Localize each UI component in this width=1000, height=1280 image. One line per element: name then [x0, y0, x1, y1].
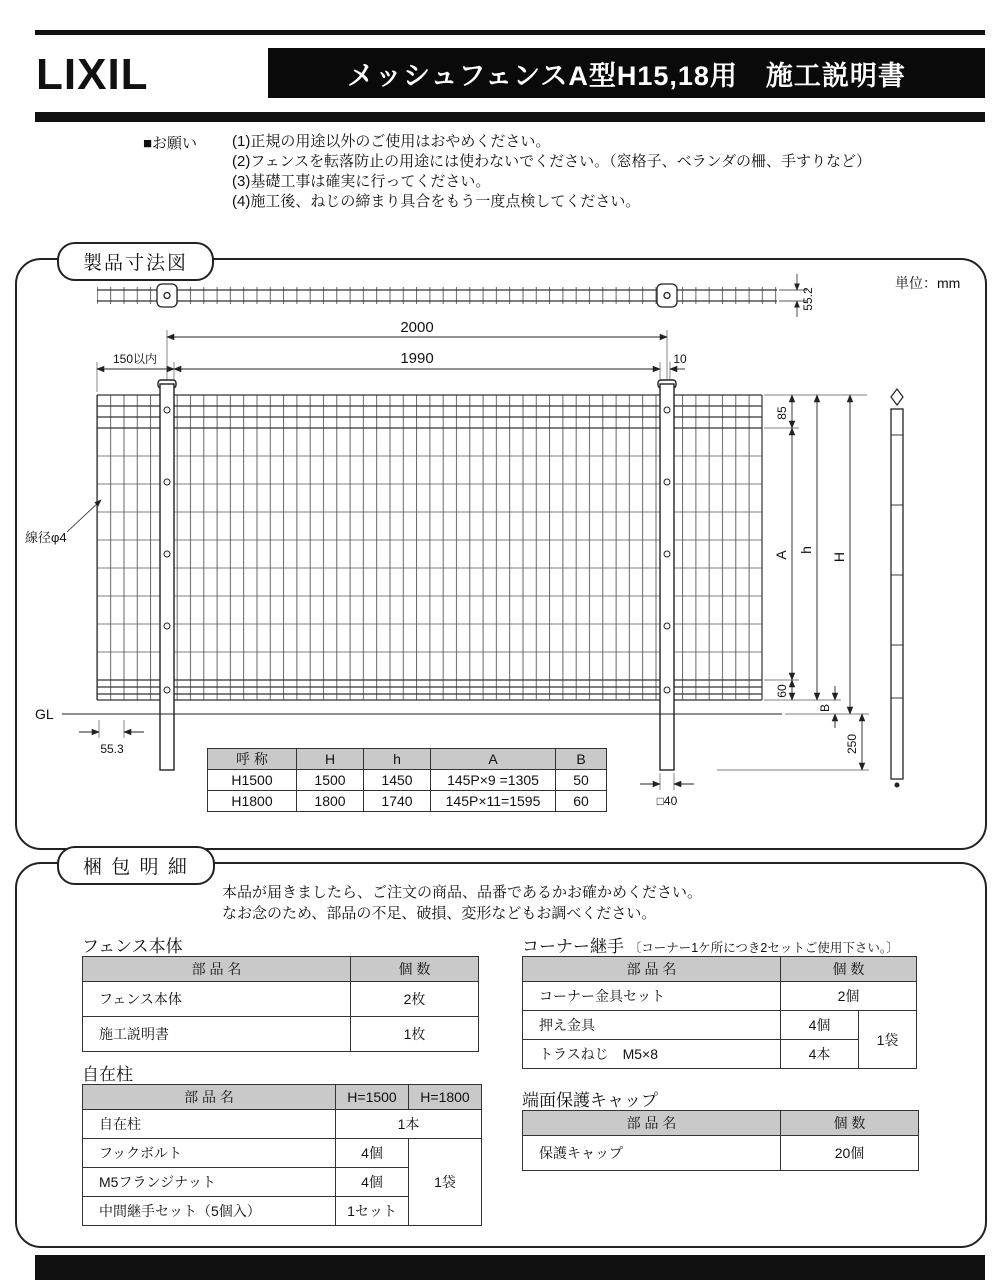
- cell: 145P×11=1595: [431, 791, 556, 812]
- col-header: 部 品 名: [83, 1085, 336, 1110]
- cell: フェンス本体: [83, 982, 351, 1017]
- corner-caption-text: コーナー継手: [522, 937, 624, 956]
- cell: 4個: [781, 1011, 859, 1040]
- cell: コーナー金具セット: [523, 982, 781, 1011]
- table-row: [83, 1110, 482, 1139]
- col-header: H: [297, 749, 364, 770]
- dimension-section: [15, 253, 987, 850]
- gl-label: GL: [35, 706, 54, 722]
- col-header: 個 数: [781, 1111, 919, 1136]
- notes-list: [232, 132, 871, 212]
- header-rule: [35, 112, 985, 122]
- col-header: H=1800: [409, 1085, 482, 1110]
- col-header: 部 品 名: [83, 957, 351, 982]
- cell: 145P×9 =1305: [431, 770, 556, 791]
- intro-line: なお念のため、部品の不足、破損、変形などもお調べください。: [222, 905, 657, 922]
- cell: 2個: [781, 982, 917, 1011]
- cell: M5フランジナット: [83, 1168, 336, 1197]
- dim-55-2: 55.2: [801, 287, 815, 311]
- dim-55-3: 55.3: [100, 742, 124, 756]
- dim-60: 60: [775, 684, 789, 698]
- cell: 50: [556, 770, 607, 791]
- note-item: (4)施工後、ねじの締まり具合をもう一度点検してください。: [232, 193, 641, 210]
- dim-85: 85: [775, 406, 789, 420]
- post-side-view: [891, 389, 903, 788]
- cell: 押え金具: [523, 1011, 781, 1040]
- cell: H1800: [208, 791, 297, 812]
- col-header: 個 数: [351, 957, 479, 982]
- lixil-logo: LIXIL: [36, 50, 149, 99]
- table-row: [208, 791, 607, 812]
- cell: 4個: [336, 1168, 409, 1197]
- corner-parts-table: [522, 956, 917, 1069]
- table-row: [523, 1011, 917, 1040]
- dim-1990: 1990: [400, 350, 434, 367]
- cell: 1本: [336, 1110, 482, 1139]
- cell: 4本: [781, 1040, 859, 1069]
- cell: 1800: [297, 791, 364, 812]
- cell: 施工説明書: [83, 1017, 351, 1052]
- cell: 1740: [364, 791, 431, 812]
- col-header: A: [431, 749, 556, 770]
- packing-section-title: 梱 包 明 細: [57, 846, 215, 885]
- col-header: 呼 称: [208, 749, 297, 770]
- dim-10: 10: [673, 352, 687, 366]
- post-table-caption: 自在柱: [82, 1065, 133, 1084]
- table-row: [208, 770, 607, 791]
- fence-parts-table: [82, 956, 479, 1052]
- packing-intro: [222, 882, 702, 924]
- note-item: (1)正規の用途以外のご使用はおやめください。: [232, 133, 551, 150]
- cell: 2枚: [351, 982, 479, 1017]
- dim-250: 250: [845, 733, 859, 755]
- table-row: [83, 1017, 479, 1052]
- dimension-spec-table: [207, 748, 607, 812]
- note-item: (3)基礎工事は確実に行ってください。: [232, 173, 491, 190]
- intro-line: 本品が届きましたら、ご注文の商品、品番であるかお確かめください。: [222, 884, 703, 901]
- dimension-section-title: 製品寸法図: [57, 242, 214, 281]
- table-row: [83, 1139, 482, 1168]
- cell: フックボルト: [83, 1139, 336, 1168]
- cell: H1500: [208, 770, 297, 791]
- dim-150: 150以内: [112, 352, 158, 366]
- col-header: B: [556, 749, 607, 770]
- top-rule: [35, 30, 985, 35]
- cell: 1450: [364, 770, 431, 791]
- cell: 保護キャップ: [523, 1136, 781, 1171]
- col-header: 部 品 名: [523, 1111, 781, 1136]
- dim-40: □40: [656, 794, 678, 808]
- cap-parts-table: [522, 1110, 919, 1171]
- bottom-rule: [35, 1255, 985, 1280]
- cell: 60: [556, 791, 607, 812]
- dim-2000: 2000: [400, 319, 434, 336]
- corner-table-caption: [522, 932, 899, 957]
- dim-h: h: [798, 546, 814, 554]
- page-title-bar: [268, 48, 985, 98]
- packing-section: [15, 857, 987, 1248]
- col-header: H=1500: [336, 1085, 409, 1110]
- cell: 中間継手セット（5個入）: [83, 1197, 336, 1226]
- cap-table-caption: 端面保護キャップ: [522, 1091, 658, 1110]
- col-header: 個 数: [781, 957, 917, 982]
- post-parts-table: [82, 1084, 482, 1226]
- corner-caption-note: 〔コーナー1ケ所につき2セットご使用下さい。〕: [628, 941, 899, 955]
- bag-cell: 1袋: [409, 1139, 482, 1226]
- notes-label: ■お願い: [143, 135, 198, 152]
- table-row: [83, 982, 479, 1017]
- cell: 4個: [336, 1139, 409, 1168]
- table-row: [523, 1040, 917, 1069]
- cell: トラスねじ M5×8: [523, 1040, 781, 1069]
- cell: 自在柱: [83, 1110, 336, 1139]
- dim-B: B: [818, 703, 832, 713]
- unit-label: 単位：mm: [895, 275, 961, 291]
- cell: 1500: [297, 770, 364, 791]
- table-row: [523, 1136, 919, 1171]
- note-item: (2)フェンスを転落防止の用途には使わないでください。（窓格子、ベランダの柵、手すりなど）: [232, 153, 872, 170]
- table-row: [523, 982, 917, 1011]
- fence-table-caption: フェンス本体: [82, 937, 183, 956]
- dim-H: H: [831, 551, 847, 563]
- dim-A: A: [773, 550, 789, 560]
- col-header: h: [364, 749, 431, 770]
- col-header: 部 品 名: [523, 957, 781, 982]
- page-title: メッシュフェンスA型H15,18用 施工説明書: [347, 60, 906, 91]
- bag-cell: 1袋: [859, 1011, 917, 1069]
- wire-dia-label: 線径φ4: [25, 530, 67, 545]
- cell: 1枚: [351, 1017, 479, 1052]
- cell: 20個: [781, 1136, 919, 1171]
- cell: 1セット: [336, 1197, 409, 1226]
